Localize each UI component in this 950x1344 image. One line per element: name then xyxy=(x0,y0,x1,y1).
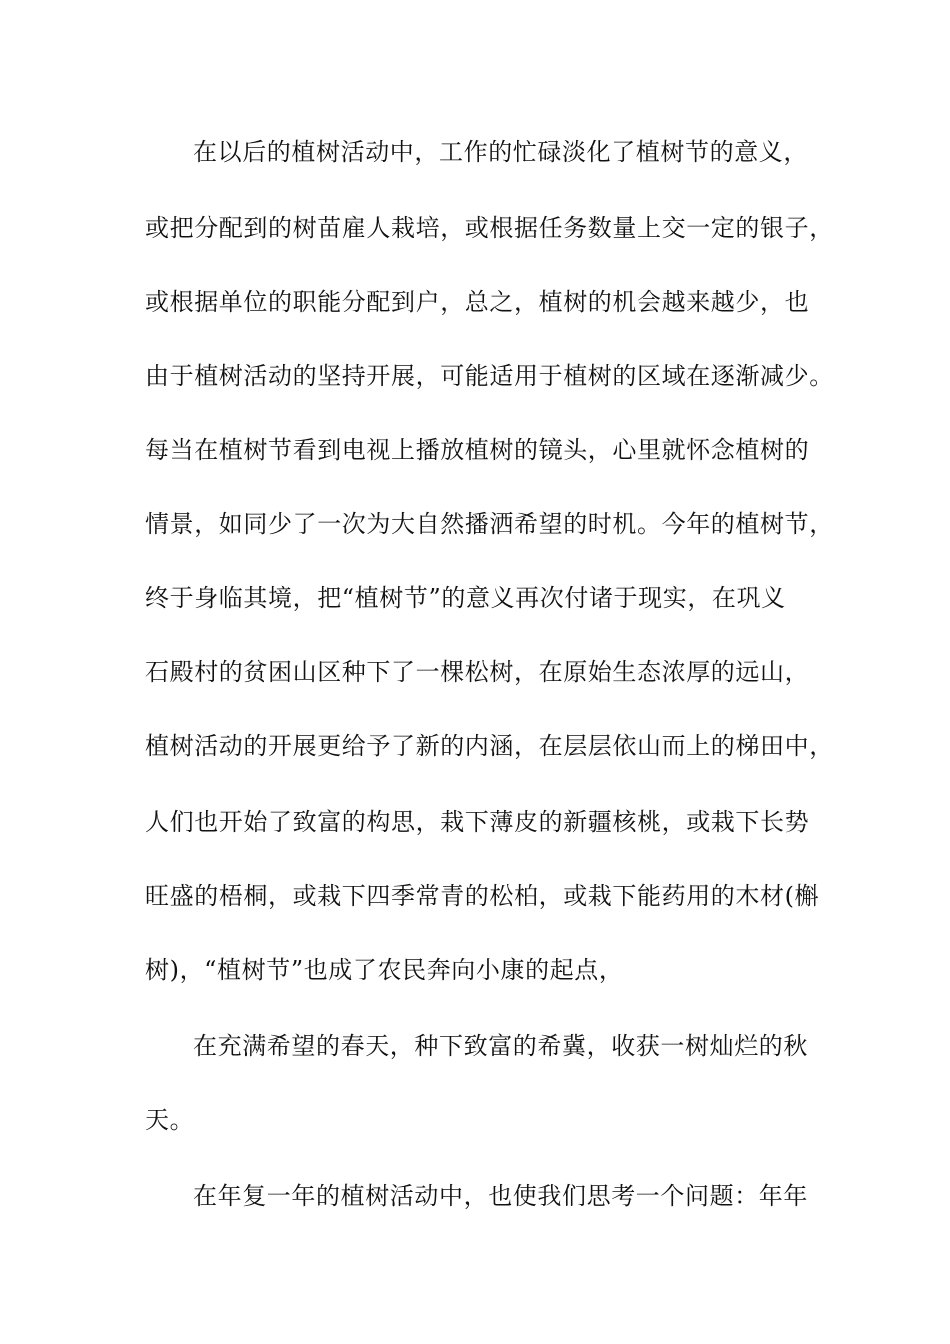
text-line: 情景，如同少了一次为大自然播洒希望的时机。今年的植树节， xyxy=(145,510,834,538)
text-line: 人们也开始了致富的构思，栽下薄皮的新疆核桃，或栽下长势 xyxy=(145,808,810,836)
text-line: 石殿村的贫困山区种下了一棵松树，在原始生态浓厚的远山， xyxy=(145,658,810,686)
text-line: 天。 xyxy=(145,1106,195,1134)
text-line: 或根据单位的职能分配到户，总之，植树的机会越来越少，也 xyxy=(145,288,810,316)
text-line: 在以后的植树活动中，工作的忙碌淡化了植树节的意义， xyxy=(193,138,808,166)
text-line: 在年复一年的植树活动中，也使我们思考一个问题：年年 xyxy=(193,1182,808,1210)
text-line: 树)，“植树节”也成了农民奔向小康的起点， xyxy=(145,956,624,984)
text-line: 每当在植树节看到电视上播放植树的镜头，心里就怀念植树的 xyxy=(145,436,810,464)
text-line: 由于植树活动的坚持开展，可能适用于植树的区域在逐渐减少。 xyxy=(145,362,834,390)
text-line: 旺盛的梧桐，或栽下四季常青的松柏，或栽下能药用的木材(槲 xyxy=(145,882,820,910)
text-line: 在充满希望的春天，种下致富的希冀，收获一树灿烂的秋 xyxy=(193,1032,808,1060)
text-line: 植树活动的开展更给予了新的内涵，在层层依山而上的梯田中， xyxy=(145,732,834,760)
text-line: 终于身临其境，把“植树节”的意义再次付诸于现实，在巩义 xyxy=(145,584,786,612)
text-line: 或把分配到的树苗雇人栽培，或根据任务数量上交一定的银子， xyxy=(145,214,834,242)
